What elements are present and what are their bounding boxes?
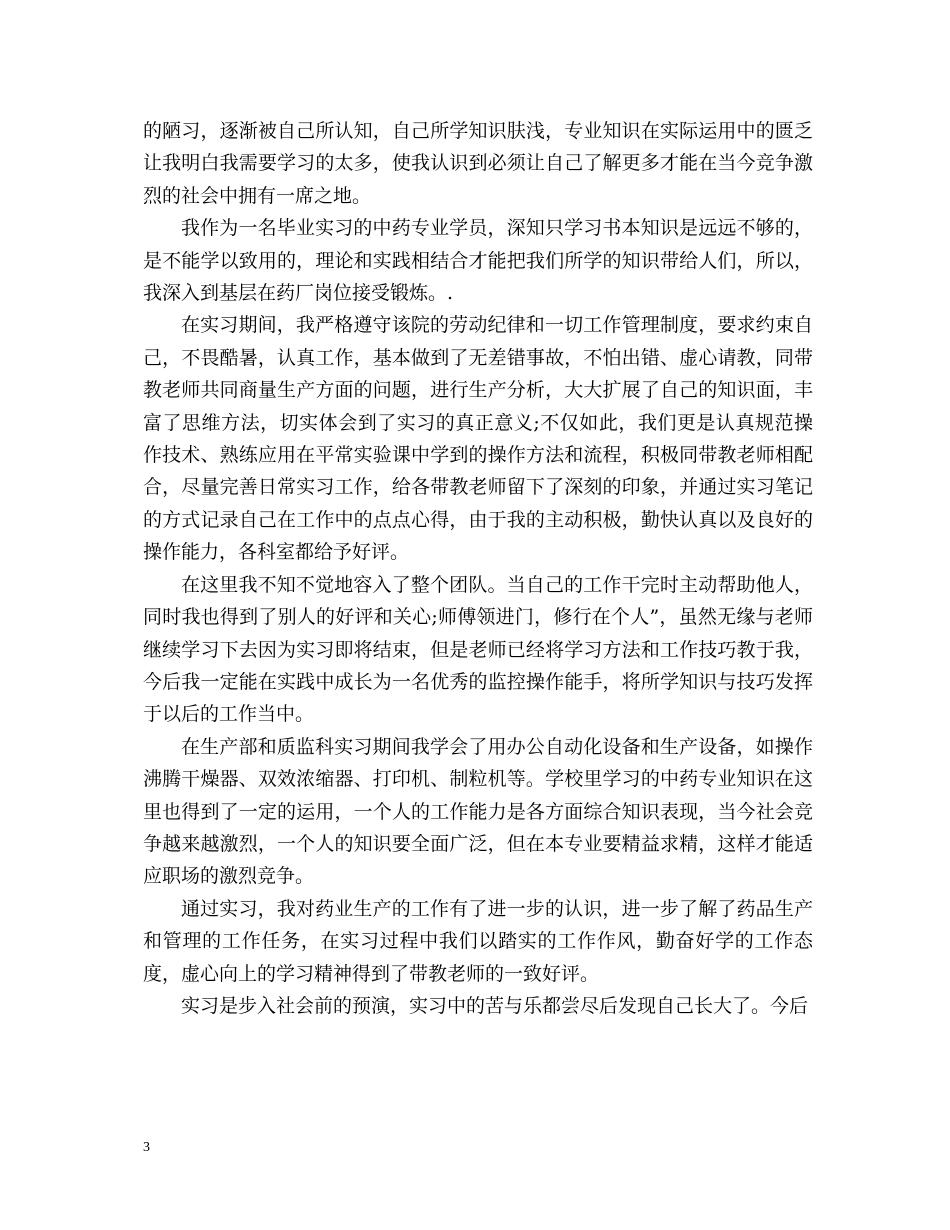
- paragraph-7: 实习是步入社会前的预演，实习中的苦与乐都尝尽后发现自己长大了。今后: [181, 994, 809, 1017]
- paragraph-6: 通过实习，我对药业生产的工作有了进一步的认识，进一步了解了药品生产和管理的工作任务，在实习过程中我们以踏实的工作作风，勤奋好学的工作态度，虚心向上的学习精神得到了带教老师的一致好评。: [143, 897, 813, 985]
- document-body: [143, 115, 813, 1022]
- paragraph-5: 在生产部和质监科实习期间我学会了用办公自动化设备和生产设备，如操作沸腾干燥器、双效浓缩器、打印机、制粒机等。学校里学习的中药专业知识在这里也得到了一定的运用，一个人的工作能力是各方面综合知识表现，当今社会竞争越来越激烈，一个人的知识要全面广泛，但在本专业要精益求精，这样才能适应职场的激烈竞争。: [143, 735, 813, 888]
- paragraph-2: 我作为一名毕业实习的中药专业学员，深知只学习书本知识是远远不够的，是不能学以致用的，理论和实践相结合才能把我们所学的知识带给人们，所以，我深入到基层在药厂岗位接受锻炼。.: [143, 217, 813, 305]
- paragraph-1: 的陋习，逐渐被自己所认知，自己所学知识肤浅，专业知识在实际运用中的匮乏让我明白我需要学习的太多，使我认识到必须让自己了解更多才能在当今竞争激烈的社会中拥有一席之地。: [143, 120, 813, 207]
- paragraph-3: 在实习期间，我严格遵守该院的劳动纪律和一切工作管理制度，要求约束自己，不畏酷暑，认真工作，基本做到了无差错事故，不怕出错、虚心请教，同带教老师共同商量生产方面的问题，进行生产分析，大大扩展了自己的知识面，丰富了思维方法，切实体会到了实习的真正意义;不仅如此，我们更是认真规范操作技术、熟练应用在平常实验课中学到的操作方法和流程，积极同带教老师相配合，尽量完善日常实习工作，给各带教老师留下了深刻的印象，并通过实习笔记的方式记录自己在工作中的点点心得，由于我的主动积极，勤快认真以及良好的操作能力，各科室都给予好评。: [143, 314, 813, 564]
- paragraph-4: 在这里我不知不觉地容入了整个团队。当自己的工作干完时主动帮助他人，同时我也得到了别人的好评和关心;师傅领进门，修行在个人”，虽然无缘与老师继续学习下去因为实习即将结束，但是老师已经将学习方法和工作技巧教于我，今后我一定能在实践中成长为一名优秀的监控操作能手，将所学知识与技巧发挥于以后的工作当中。: [143, 573, 813, 726]
- page-number: 3: [143, 1140, 150, 1155]
